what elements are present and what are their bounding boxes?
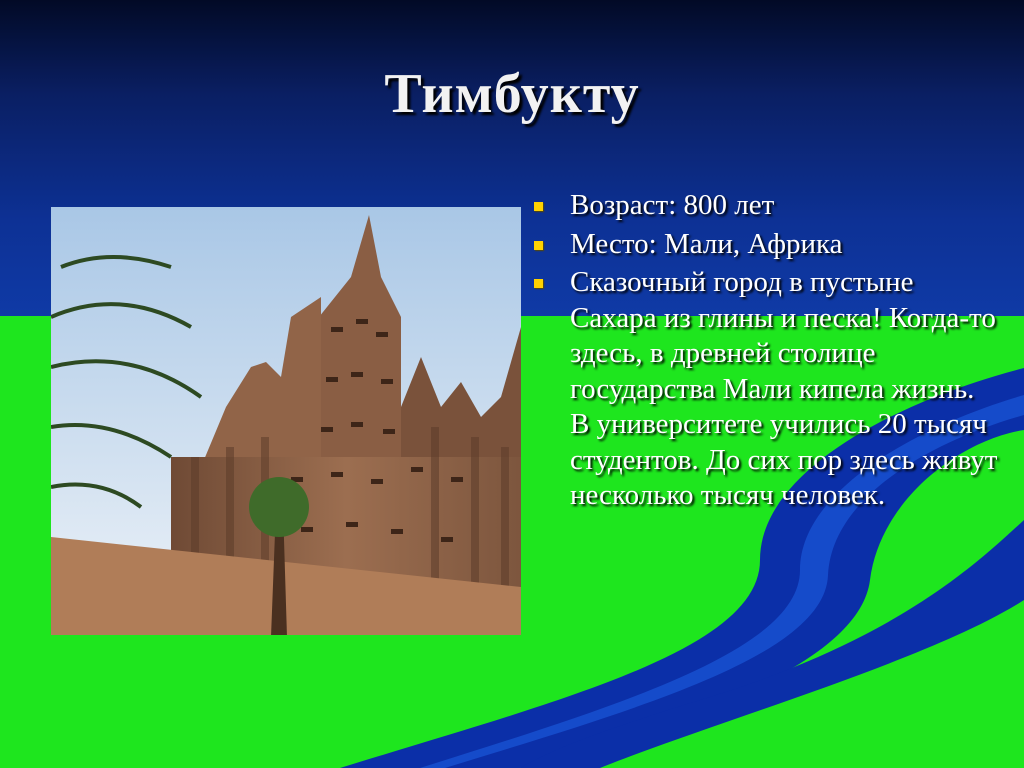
bullet-item-place xyxy=(530,227,1000,263)
bullet-marker-icon xyxy=(534,202,543,211)
bullet-item-age xyxy=(530,188,1000,224)
bullet-text: Возраст: 800 лет xyxy=(570,189,775,221)
bullet-list xyxy=(530,188,1000,517)
bullet-marker-icon xyxy=(534,241,543,250)
bullet-item-description xyxy=(530,265,1000,514)
mosque-photo xyxy=(51,207,521,635)
slide-title: Тимбукту xyxy=(384,63,640,125)
bullet-marker-icon xyxy=(534,279,543,288)
bullet-text: Сказочный город в пустыне Сахара из глины и песка! Когда-то здесь, в древней столице государства Мали кипела жизнь. В университете учились 20 тысяч студентов. До сих пор здесь живут несколько тысяч человек. xyxy=(570,266,998,511)
bullet-text: Место: Мали, Африка xyxy=(570,227,843,260)
